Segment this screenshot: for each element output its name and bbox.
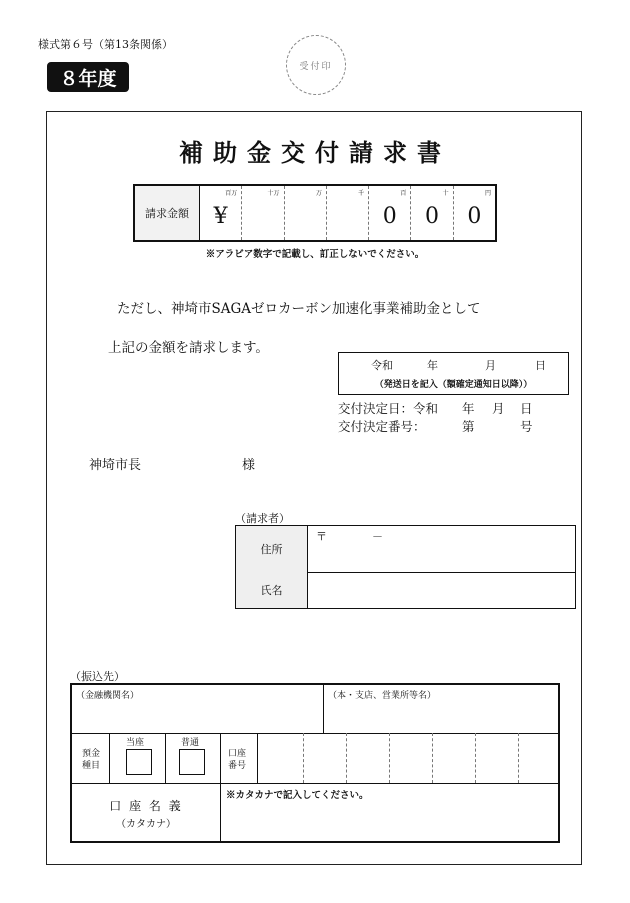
decision-date-month: 月 (492, 401, 505, 416)
amount-digit-cell[interactable] (285, 186, 327, 240)
institution-label: （金融機関名） (76, 691, 140, 701)
amount-digit-cell[interactable] (411, 186, 453, 240)
date-year: 年 (427, 359, 438, 372)
digit-unit: 千 (358, 190, 365, 197)
decision-date-day: 日 (520, 401, 533, 416)
divider (109, 733, 110, 783)
digit-unit: 十 (442, 190, 449, 197)
claimant-address-row[interactable] (236, 526, 575, 573)
account-holder-field[interactable] (224, 785, 557, 840)
institution-field[interactable] (75, 685, 322, 733)
digit-unit: 百 (400, 190, 407, 197)
decision-date-label: 交付決定日：令和 (338, 401, 439, 416)
divider (72, 783, 558, 784)
kana-note: ※カタカナで記入してください。 (226, 790, 369, 801)
account-number-field[interactable] (260, 735, 557, 781)
address-label: 住所 (236, 526, 308, 572)
name-label: 氏名 (236, 572, 308, 608)
digit-unit: 万 (315, 190, 322, 197)
decision-number-go: 号 (520, 419, 533, 434)
account-number-label: 口座番号 (228, 749, 247, 771)
branch-label: （本・支店、営業所等名） (328, 691, 437, 701)
digit-unit: 円 (484, 190, 491, 197)
current-checkbox[interactable] (126, 749, 152, 775)
digit-unit: 百万 (225, 190, 238, 197)
divider (72, 733, 558, 734)
amount-label: 請求金額 (135, 186, 200, 240)
digit-value: ¥ (213, 204, 228, 229)
postal-dash: － (372, 530, 383, 543)
amount-table (133, 184, 497, 242)
transfer-destination-label: （振込先） (70, 670, 125, 683)
current-label: 当座 (126, 738, 145, 748)
amount-note: ※アラビア数字で記載し、訂正しないでください。 (205, 249, 425, 260)
branch-field[interactable] (326, 685, 557, 733)
amount-digit-cell[interactable] (242, 186, 284, 240)
divider (220, 733, 221, 841)
reception-stamp-circle: 受付印 (286, 35, 346, 95)
amount-digit-cell[interactable] (200, 186, 242, 240)
digit-value: 0 (467, 204, 482, 229)
decision-number-label: 交付決定番号： (338, 419, 426, 434)
digit-unit: 十万 (267, 190, 280, 197)
bank-table (70, 683, 560, 843)
claimant-name-row[interactable] (236, 572, 575, 608)
form-number: 様式第６号（第13条関係） (38, 38, 173, 51)
document-title: 補助金交付請求書 (179, 138, 451, 167)
ordinary-label: 普通 (181, 738, 200, 748)
claimant-label: （請求者） (235, 512, 290, 525)
addressee-honorific: 様 (242, 458, 256, 473)
digit-value: 0 (425, 204, 440, 229)
digit-value: 0 (382, 204, 397, 229)
request-text: 上記の金額を請求します。 (108, 340, 269, 356)
submission-date-box[interactable] (338, 352, 569, 395)
divider (165, 733, 166, 783)
divider (323, 685, 324, 733)
date-era: 令和 (371, 359, 393, 372)
date-note: （発送日を記入（額確定通知日以降）） (374, 380, 533, 390)
purpose-text: ただし、神埼市SAGAゼロカーボン加速化事業補助金として (117, 301, 481, 317)
date-month: 月 (485, 359, 496, 372)
ordinary-checkbox[interactable] (179, 749, 205, 775)
date-day: 日 (535, 359, 546, 372)
divider (257, 733, 258, 783)
decision-number-dai: 第 (462, 419, 475, 434)
amount-digit-cell[interactable] (327, 186, 369, 240)
amount-digit-cell[interactable] (454, 186, 495, 240)
year-badge: ８年度 (47, 62, 129, 92)
amount-digit-cell[interactable] (369, 186, 411, 240)
decision-date-year: 年 (462, 401, 475, 416)
claimant-table (235, 525, 576, 609)
addressee-name: 神埼市長 (89, 458, 142, 473)
deposit-type-label: 預金種目 (81, 749, 100, 771)
postal-mark: 〒 (316, 530, 327, 543)
account-holder-kana-label: （カタカナ） (116, 819, 176, 830)
account-holder-label: 口 座 名 義 (109, 799, 183, 813)
